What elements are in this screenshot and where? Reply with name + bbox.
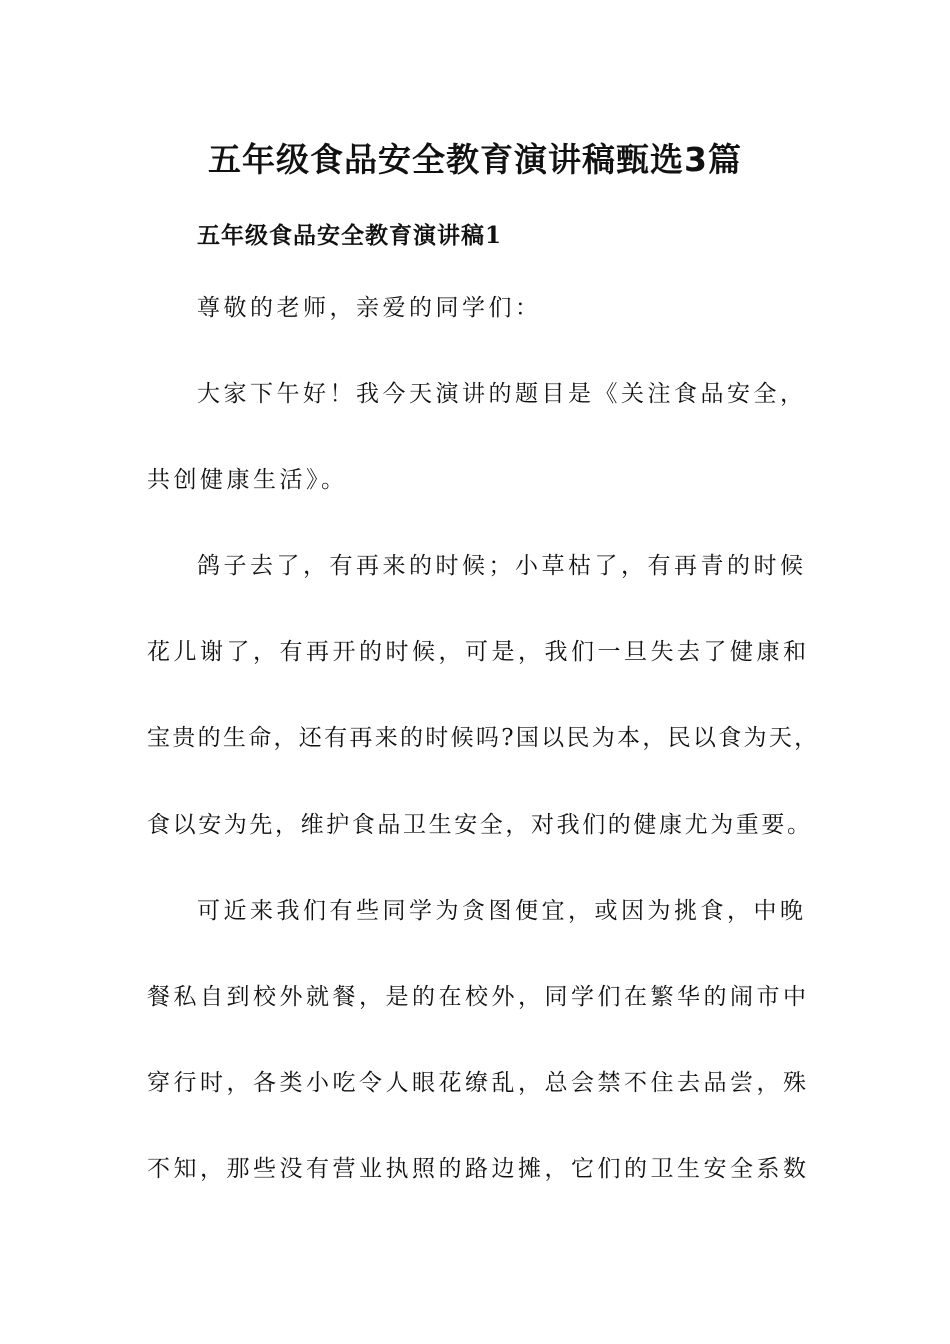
paragraph-line: 不知，那些没有营业执照的路边摊，它们的卫生安全系数 xyxy=(147,1156,810,1182)
paragraph-line: 共创健康生活》。 xyxy=(147,467,348,493)
paragraph-line: 花儿谢了，有再开的时候，可是，我们一旦失去了健康和 xyxy=(147,639,810,665)
paragraph-line: 尊敬的老师，亲爱的同学们： xyxy=(197,295,542,321)
document-title: 五年级食品安全教育演讲稿甄选3篇 xyxy=(208,140,742,179)
paragraph-line: 大家下午好！我今天演讲的题目是《关注食品安全， xyxy=(197,381,807,407)
paragraph-line: 宝贵的生命，还有再来的时候吗?国以民为本，民以食为天， xyxy=(147,725,820,751)
paragraph-line: 鸽子去了，有再来的时候；小草枯了，有再青的时候 xyxy=(197,553,807,579)
paragraph-line: 穿行时，各类小吃令人眼花缭乱，总会禁不住去品尝，殊 xyxy=(147,1070,810,1096)
section-heading: 五年级食品安全教育演讲稿1 xyxy=(197,222,503,249)
paragraph-line: 食以安为先，维护食品卫生安全，对我们的健康尤为重要。 xyxy=(147,812,813,838)
paragraph-line: 可近来我们有些同学为贪图便宜，或因为挑食，中晚 xyxy=(197,898,807,924)
paragraph-line: 餐私自到校外就餐，是的在校外，同学们在繁华的闹市中 xyxy=(147,984,810,1010)
